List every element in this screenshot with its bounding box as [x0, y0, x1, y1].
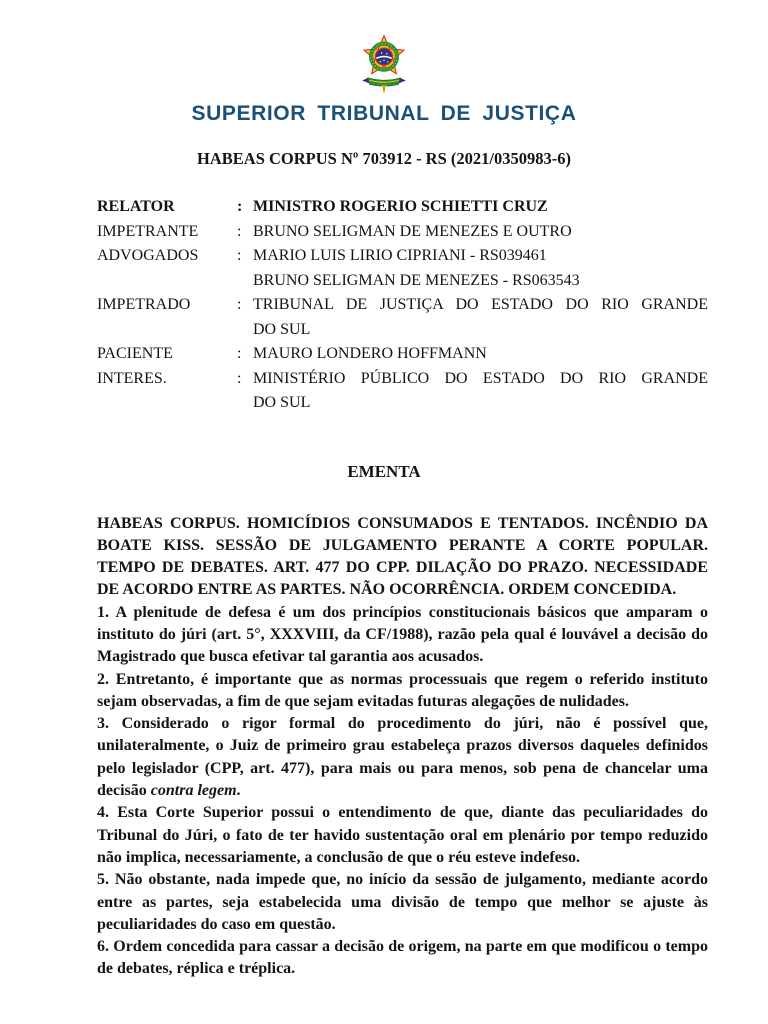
party-row-impetrado	[0, 293, 768, 342]
party-colon: :	[237, 345, 242, 362]
court-name: SUPERIOR TRIBUNAL DE JUSTIÇA	[191, 102, 577, 125]
party-row-advogados	[0, 244, 768, 269]
brazil-coat-of-arms-icon	[358, 33, 410, 95]
ementa-summary-paragraph: HABEAS CORPUS. HOMICÍDIOS CONSUMADOS E TENTADOS. INCÊNDIO DA BOATE KISS. SESSÃO DE JULGAMENTO PERANTE A CORTE POPULAR. TEMPO DE DEBATES. ART. 477 DO CPP. DILAÇÃO DO PRAZO. NECESSIDADE DE ACORDO ENTRE AS PARTES. NÃO OCORRÊNCIA. ORDEM CONCEDIDA.	[97, 514, 708, 599]
ementa-item-3-end: .	[236, 782, 241, 800]
ementa-item-3-text: 3. Considerado o rigor formal do procedimento do júri, não é possível que, unilateralmente, o Juiz de primeiro grau estabeleça prazos diversos daqueles definidos pelo legislador (CPP, art. 477), para mais ou para menos, sob pena de chancelar uma decisão	[97, 715, 708, 800]
party-value: TRIBUNAL DE JUSTIÇA DO ESTADO DO RIO GRANDE DO SUL	[253, 296, 708, 338]
case-number-line: HABEAS CORPUS Nº 703912 - RS (2021/0350983-6)	[197, 149, 571, 168]
ementa-item-4: 4. Esta Corte Superior possui o entendimento de que, diante das peculiaridades do Tribunal do Júri, o fato de ter havido sustentação oral em plenário por tempo reduzido não implica, necessariamente, a conclusão de que o réu esteve indefeso.	[97, 804, 708, 866]
party-colon: :	[237, 198, 243, 215]
party-value: BRUNO SELIGMAN DE MENEZES E OUTRO	[253, 222, 572, 240]
party-value: BRUNO SELIGMAN DE MENEZES - RS063543	[253, 271, 580, 289]
party-label: ADVOGADOS	[97, 247, 199, 264]
party-label: IMPETRANTE	[97, 222, 199, 240]
party-colon: :	[237, 222, 242, 240]
ementa-item-3	[97, 713, 708, 802]
party-label: RELATOR	[97, 198, 175, 215]
party-colon	[237, 269, 253, 294]
latin-phrase: contra legem	[150, 782, 237, 800]
party-colon: :	[237, 296, 242, 313]
party-row-impetrante	[0, 220, 768, 245]
party-value: MINISTÉRIO PÚBLICO DO ESTADO DO RIO GRANDE DO SUL	[253, 369, 708, 411]
ementa-item-2: 2. Entretanto, é importante que as normas processuais que regem o referido instituto sejam observadas, a fim de que sejam evitadas futuras alegações de nulidades.	[97, 670, 708, 710]
parties-block	[0, 195, 768, 416]
party-label: IMPETRADO	[97, 296, 191, 313]
party-colon: :	[237, 247, 242, 264]
party-value: MAURO LONDERO HOFFMANN	[253, 345, 487, 362]
party-value: MARIO LUIS LIRIO CIPRIANI - RS039461	[253, 247, 547, 264]
party-row-paciente	[0, 342, 768, 367]
party-row-relator	[0, 195, 768, 220]
party-colon: :	[237, 369, 242, 387]
party-row-advogado-2	[0, 269, 768, 294]
party-value: MINISTRO ROGERIO SCHIETTI CRUZ	[253, 198, 548, 215]
ementa-item-6: 6. Ordem concedida para cassar a decisão de origem, na parte em que modificou o tempo de debates, réplica e tréplica.	[97, 938, 708, 978]
ementa-item-5: 5. Não obstante, nada impede que, no início da sessão de julgamento, mediante acordo entre as partes, seja estabelecida uma divisão de tempo que melhor se ajuste às peculiaridades do caso em questão.	[97, 871, 708, 933]
ementa-heading: EMENTA	[347, 461, 421, 481]
ementa-body	[0, 513, 768, 981]
ementa-item-1: 1. A plenitude de defesa é um dos princípios constitucionais básicos que amparam o instituto do júri (art. 5°, XXXVIII, da CF/1988), razão pela qual é louvável a decisão do Magistrado que busca efetivar tal garantia aos acusados.	[97, 603, 708, 666]
party-label	[97, 269, 237, 294]
party-label: INTERES.	[97, 369, 167, 387]
party-row-interessado	[0, 367, 768, 416]
party-label: PACIENTE	[97, 345, 173, 362]
